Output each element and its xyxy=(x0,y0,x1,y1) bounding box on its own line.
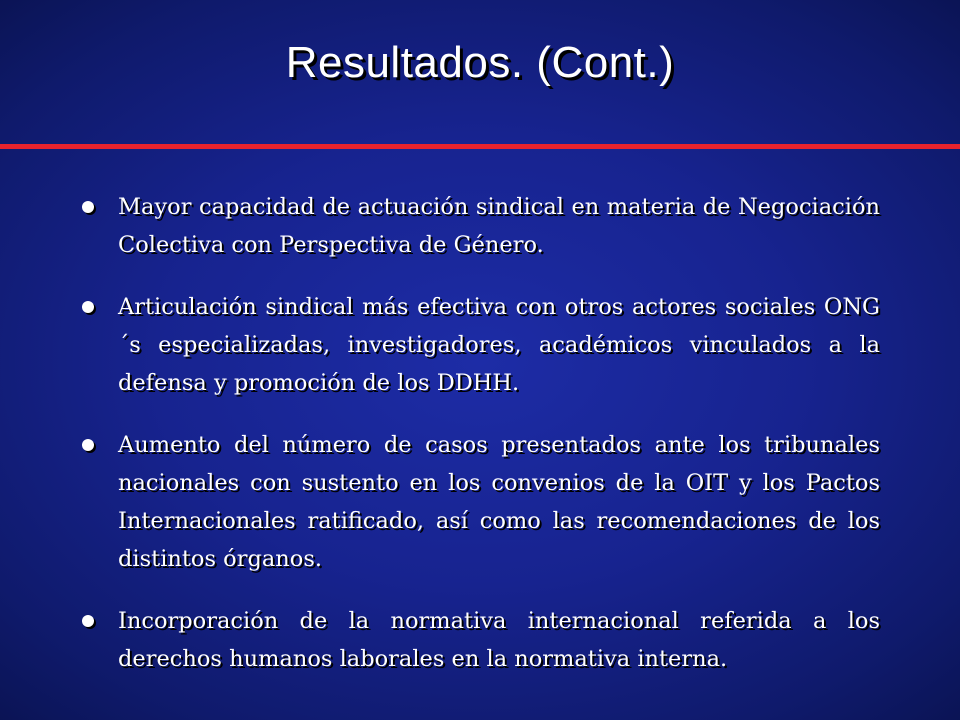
bullet-item xyxy=(78,602,880,678)
bullet-item xyxy=(78,426,880,578)
bullet-item xyxy=(78,288,880,402)
bullet-dot-icon xyxy=(82,439,94,451)
bullet-list xyxy=(78,188,880,702)
slide-title: Resultados. (Cont.) xyxy=(285,38,675,87)
bullet-dot-icon xyxy=(82,615,94,627)
bullet-text: Mayor capacidad de actuación sindical en materia de Negociación Colectiva con Perspectiva de Género. xyxy=(118,194,880,258)
bullet-text: Aumento del número de casos presentados ante los tribunales nacionales con sustento en los convenios de la OIT y los Pactos Internacionales ratificado, así como las recomendaciones de los distintos órganos. xyxy=(118,432,880,572)
bullet-item xyxy=(78,188,880,264)
bullet-text: Incorporación de la normativa internacional referida a los derechos humanos laborales en la normativa interna. xyxy=(118,608,880,672)
bullet-text: Articulación sindical más efectiva con otros actores sociales ONG´s especializadas, investigadores, académicos vinculados a la defensa y promoción de los DDHH. xyxy=(118,294,880,396)
title-divider xyxy=(0,144,960,149)
bullet-dot-icon xyxy=(82,301,94,313)
bullet-dot-icon xyxy=(82,201,94,213)
